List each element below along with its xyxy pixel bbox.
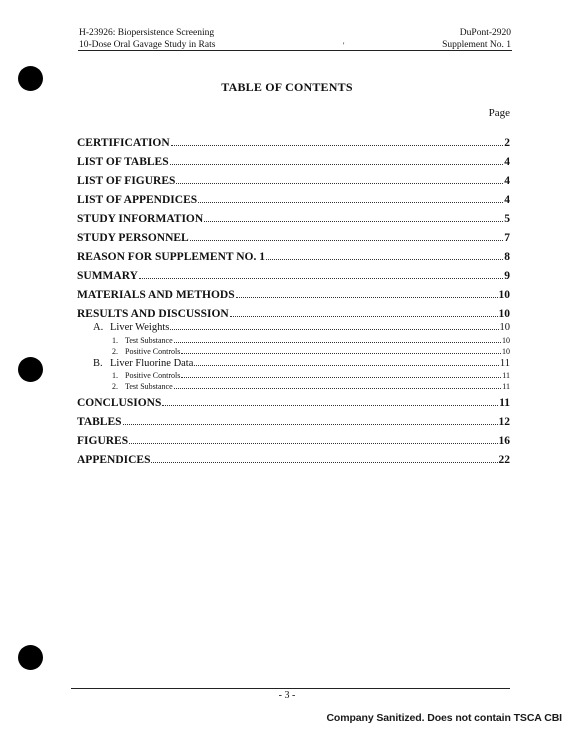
toc-entry-label: SUMMARY [77,270,138,282]
dot-leader [190,240,504,241]
toc-entry-list-of-figures[interactable] [77,175,510,187]
toc-entry-page: 11 [502,382,510,391]
toc-entry-label: Test Substance [125,382,173,391]
toc-entry-number: B. [93,358,103,369]
dot-leader [181,353,501,354]
header-supplement: Supplement No. 1 [442,40,511,50]
toc-entry-figures[interactable] [77,435,510,447]
dot-leader [176,183,503,184]
toc-entry-label: Positive Controls [125,347,181,356]
header-rule [78,50,512,51]
toc-entry-page: 4 [504,175,510,187]
toc-entry-page: 10 [498,289,510,301]
dot-leader [170,329,498,330]
toc-entry-page: 2 [504,137,510,149]
toc-entry-number: 2. [112,347,118,356]
toc-entry-label: LIST OF TABLES [77,156,169,168]
toc-entry-study-information[interactable] [77,213,510,225]
toc-entry-label: CERTIFICATION [77,137,170,149]
toc-entry-page: 10 [502,336,510,345]
toc-entry-page: 10 [498,308,510,320]
sanitized-stamp: Company Sanitized. Does not contain TSCA CBI [326,712,562,724]
footer-page-number: - 3 - [278,690,296,701]
dot-leader [171,145,504,146]
dot-leader [181,377,501,378]
toc-entry-page: 11 [499,397,510,409]
toc-entry-positive-controls[interactable] [112,371,510,380]
dot-leader [236,297,498,298]
toc-entry-number: 1. [112,336,118,345]
dot-leader [139,278,503,279]
dot-leader [170,164,504,165]
footer-rule [71,688,510,689]
toc-entry-conclusions[interactable] [77,397,510,409]
toc-entry-label: Liver Fluorine Data [110,358,194,369]
toc-entry-liver-weights[interactable] [93,322,510,333]
header-study-title: 10-Dose Oral Gavage Study in Rats [79,40,216,50]
toc-entry-page: 16 [498,435,510,447]
toc-entry-page: 8 [504,251,510,263]
toc-entry-page: 10 [502,347,510,356]
dot-leader [123,424,498,425]
toc-entry-page: 9 [504,270,510,282]
dot-leader [204,221,503,222]
header-report-id: DuPont-2920 [459,28,511,38]
toc-entry-page: 12 [498,416,510,428]
header-speck: ' [343,41,345,50]
dot-leader [151,462,497,463]
toc-entry-page: 5 [504,213,510,225]
toc-entry-number: 1. [112,371,118,380]
header-right [442,27,511,51]
toc-entry-label: STUDY PERSONNEL [77,232,189,244]
toc-entry-page: 4 [504,194,510,206]
toc-entry-label: STUDY INFORMATION [77,213,204,225]
toc-entry-positive-controls[interactable] [112,347,510,356]
toc-entry-number: A. [93,322,104,333]
toc-entry-label: REASON FOR SUPPLEMENT NO. 1 [77,251,265,263]
toc-entry-label: LIST OF APPENDICES [77,194,198,206]
dot-leader [198,202,503,203]
dot-leader [162,405,498,406]
toc-entry-page: 7 [504,232,510,244]
toc-entry-study-personnel[interactable] [77,232,510,244]
toc-entry-liver-fluorine-data[interactable] [93,358,510,369]
toc-entry-summary[interactable] [77,270,510,282]
toc-entry-test-substance[interactable] [112,382,510,391]
page-title: TABLE OF CONTENTS [221,80,353,94]
page-column-label: Page [488,107,510,119]
toc-entry-list-of-appendices[interactable] [77,194,510,206]
dot-leader [230,316,498,317]
toc-entry-tables[interactable] [77,416,510,428]
toc-entry-page: 10 [499,322,510,333]
dot-leader [129,443,497,444]
toc-entry-label: FIGURES [77,435,129,447]
punch-hole [18,645,43,670]
toc-entry-label: MATERIALS AND METHODS [77,289,235,301]
dot-leader [194,365,498,366]
dot-leader [174,342,501,343]
header-left [79,27,215,51]
dot-leader [266,259,503,260]
toc-entry-page: 11 [499,358,510,369]
toc-entry-test-substance[interactable] [112,336,510,345]
toc-entry-label: Positive Controls [125,371,181,380]
toc-entry-list-of-tables[interactable] [77,156,510,168]
toc-entry-appendices[interactable] [77,454,510,466]
toc-entry-reason-for-supplement[interactable] [77,251,510,263]
toc-entry-label: CONCLUSIONS [77,397,162,409]
toc-entry-label: RESULTS AND DISCUSSION [77,308,229,320]
toc-entry-label: Test Substance [125,336,173,345]
toc-entry-results-and-discussion[interactable] [77,308,510,320]
dot-leader [174,388,502,389]
toc-entry-page: 22 [498,454,510,466]
punch-hole [18,357,43,382]
toc-entry-page: 4 [504,156,510,168]
toc-entry-label: LIST OF FIGURES [77,175,176,187]
header-study-id: H-23926: Biopersistence Screening [79,28,215,38]
toc-entry-label: Liver Weights [110,322,170,333]
toc-entry-number: 2. [112,382,118,391]
toc-entry-certification[interactable] [77,137,510,149]
toc-entry-label: APPENDICES [77,454,151,466]
toc-entry-label: TABLES [77,416,122,428]
toc-entry-materials-and-methods[interactable] [77,289,510,301]
toc-entry-page: 11 [502,371,510,380]
